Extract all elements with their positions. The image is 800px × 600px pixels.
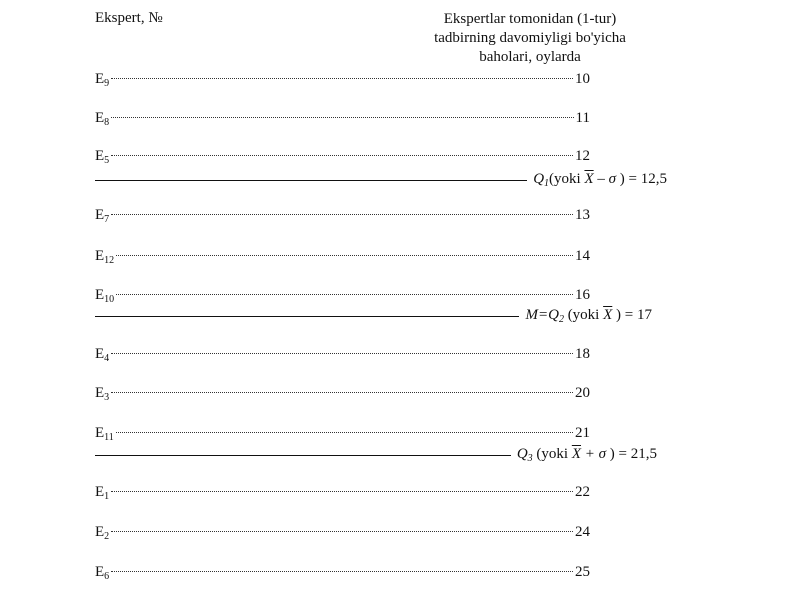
expert-value: 16 [575,287,590,303]
expert-label: $E_6$ [95,564,110,582]
dot-leader [111,392,573,393]
expert-value: 13 [575,207,590,223]
header-line: Ekspertlar tomonidan (1-tur) [443,11,617,27]
expert-row [95,425,590,445]
quartile-row [95,446,657,466]
expert-value: 11 [575,110,590,126]
expert-label: $E_{10}$ [95,287,115,305]
expert-value: 14 [575,248,590,264]
header-ratings-label [405,10,655,67]
dot-leader [116,432,573,433]
expert-row [95,71,590,91]
expert-value: 20 [575,385,590,401]
expert-value: 10 [575,71,590,87]
quartile-line [95,455,511,456]
quartile-formula: $Q_3$ (yoki $\overline{X} + \sigma$ ) = 21,5 [516,446,657,464]
expert-label: $E_7$ [95,207,110,225]
expert-row [95,484,590,504]
expert-value: 21 [575,425,590,441]
expert-row [95,207,590,227]
dot-leader [111,117,573,118]
expert-value: 25 [575,564,590,580]
dot-leader [111,214,573,215]
quartile-formula: $Q_1(yoki$ $\overline{X}$ – σ ) = 12,5 [533,171,667,189]
dot-leader [116,255,573,256]
header-line: baholari, oylarda [479,49,581,65]
quartile-line [95,180,527,181]
expert-label: $E_{12}$ [95,248,115,266]
expert-row [95,287,590,307]
expert-label: $E_5$ [95,148,110,166]
expert-row [95,385,590,405]
dot-leader [111,155,573,156]
dot-leader [111,491,573,492]
expert-row [95,110,590,130]
quartile-row [95,307,652,327]
quartile-formula: $M=Q_2$ (yoki $\overline{X}$ ) = 17 [525,307,652,325]
dot-leader [111,78,573,79]
dot-leader [111,571,573,572]
expert-label: $E_3$ [95,385,110,403]
expert-label: $E_{11}$ [95,425,114,443]
quartile-line [95,316,519,317]
dot-leader [111,353,573,354]
expert-label: $E_1$ [95,484,110,502]
expert-row [95,524,590,544]
expert-label: $E_8$ [95,110,110,128]
expert-row [95,248,590,268]
expert-label: $E_4$ [95,346,110,364]
dot-leader [116,294,573,295]
expert-label: $E_2$ [95,524,110,542]
expert-label: $E_9$ [95,71,110,89]
expert-value: 18 [575,346,590,362]
expert-value: 22 [575,484,590,500]
expert-value: 12 [575,148,590,164]
quartile-row [95,171,667,191]
expert-row [95,148,590,168]
header-expert-label: Ekspert, № [95,10,163,26]
expert-row [95,564,590,584]
dot-leader [111,531,573,532]
expert-row [95,346,590,366]
expert-value: 24 [575,524,590,540]
header-line: tadbirning davomiyligi bo'yicha [434,30,626,46]
